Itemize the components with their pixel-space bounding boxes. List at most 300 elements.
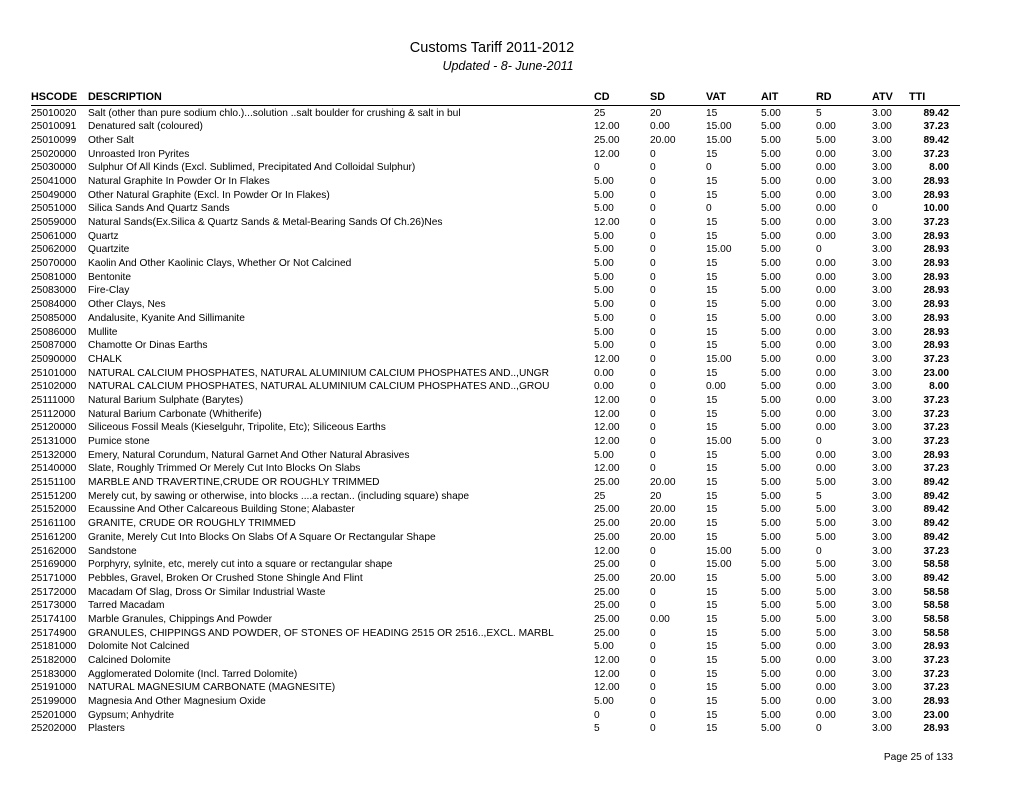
ait-cell: 5.00 [761,203,781,215]
ait-cell: 5.00 [761,175,781,187]
rd-cell: 0 [816,244,822,256]
description-cell: Pumice stone [88,436,150,447]
ait-cell: 5.00 [761,449,781,461]
cd-cell: 5.00 [594,326,614,338]
cd-cell: 5.00 [594,449,614,461]
cd-cell: 12.00 [594,436,620,447]
ait-cell: 5.00 [761,655,781,666]
sd-cell: 0 [650,463,656,475]
description-cell: Natural Barium Sulphate (Barytes) [88,394,244,406]
sd-cell: 20 [650,107,662,119]
cd-cell: 25.00 [594,586,620,598]
sd-cell: 0.00 [650,613,670,625]
hscode-cell: 25087000 [31,340,77,352]
vat-cell: 15 [706,477,718,489]
cd-cell: 0 [594,709,600,721]
description-cell: Sandstone [88,545,137,557]
sd-cell: 20 [650,490,662,502]
ait-cell: 5.00 [761,326,781,338]
rd-cell: 0.00 [816,312,836,324]
sd-cell: 0 [650,271,656,283]
table-row [31,572,960,586]
cd-cell: 5.00 [594,271,614,283]
tti-cell: 37.23 [923,353,949,365]
hscode-cell: 25090000 [31,353,77,365]
cd-cell: 25 [594,107,606,119]
sd-cell: 0 [650,230,656,242]
table-row [31,476,960,490]
ait-cell: 5.00 [761,244,781,256]
atv-cell: 3.00 [872,189,892,201]
description-cell: Gypsum; Anhydrite [88,709,175,721]
vat-cell: 15 [706,613,718,625]
ait-cell: 5.00 [761,477,781,489]
cd-cell: 25.00 [594,627,620,639]
hscode-cell: 25173000 [31,600,77,612]
description-cell: Dolomite Not Calcined [88,641,190,653]
rd-cell: 0.00 [816,217,836,228]
hscode-cell: 25162000 [31,545,77,557]
description-cell: Macadam Of Slag, Dross Or Similar Industrial Waste [88,586,326,598]
tti-cell: 89.42 [923,477,949,489]
tti-cell: 23.00 [923,367,949,379]
table-row [31,722,960,736]
ait-cell: 5.00 [761,641,781,653]
atv-cell: 3.00 [872,326,892,338]
atv-cell: 3.00 [872,572,892,584]
cd-cell: 12.00 [594,217,620,228]
description-cell: Magnesia And Other Magnesium Oxide [88,696,266,708]
sd-cell: 0 [650,381,656,393]
tti-cell: 89.42 [923,504,949,516]
rd-cell: 5.00 [816,134,836,146]
sd-cell: 0 [650,203,656,215]
hscode-cell: 25084000 [31,299,77,311]
description-cell: Ecaussine And Other Calcareous Building Stone; Alabaster [88,504,355,516]
ait-cell: 5.00 [761,531,781,543]
cd-cell: 25.00 [594,518,620,530]
cd-cell: 25.00 [594,531,620,543]
atv-cell: 3.00 [872,518,892,530]
ait-cell: 5.00 [761,121,781,133]
tti-cell: 28.93 [923,258,949,270]
hscode-cell: 25051000 [31,203,77,215]
rd-cell: 0.00 [816,367,836,379]
cd-cell: 12.00 [594,408,620,420]
hscode-cell: 25202000 [31,723,77,735]
tti-cell: 28.93 [923,299,949,311]
description-cell: Emery, Natural Corundum, Natural Garnet And Other Natural Abrasives [88,449,410,461]
sd-cell: 0 [650,449,656,461]
atv-cell: 3.00 [872,162,892,174]
sd-cell: 0 [650,217,656,228]
atv-cell: 3.00 [872,148,892,160]
cd-cell: 5.00 [594,696,614,708]
atv-cell: 3.00 [872,696,892,708]
hscode-cell: 25112000 [31,408,76,420]
ait-cell: 5.00 [761,545,781,557]
tti-cell: 10.00 [923,203,949,215]
description-cell: Bentonite [88,271,132,283]
sd-cell: 0 [650,655,656,666]
ait-cell: 5.00 [761,394,781,406]
table-row [31,449,960,463]
vat-cell: 15 [706,258,718,270]
table-row [31,517,960,531]
hscode-cell: 25174900 [31,627,77,639]
table-header-row [31,90,960,106]
table-row [31,161,960,175]
atv-cell: 3.00 [872,531,892,543]
tti-cell: 28.93 [923,696,949,708]
rd-cell: 0.00 [816,709,836,721]
tti-cell: 37.23 [923,408,949,420]
sd-cell: 0 [650,340,656,352]
rd-cell: 0.00 [816,189,836,201]
vat-cell: 15.00 [706,436,732,447]
cd-cell: 12.00 [594,121,620,133]
atv-cell: 3.00 [872,641,892,653]
sd-cell: 0 [650,641,656,653]
hscode-cell: 25152000 [31,504,77,516]
rd-cell: 0.00 [816,394,836,406]
description-cell: Siliceous Fossil Meals (Kieselguhr, Tripolite, Etc); Siliceous Earths [88,422,386,434]
tti-cell: 37.23 [923,422,949,434]
hscode-cell: 25161200 [31,531,77,543]
hscode-cell: 25059000 [31,217,77,228]
description-cell: Sulphur Of All Kinds (Excl. Sublimed, Precipitated And Colloidal Sulphur) [88,162,416,174]
vat-cell: 15.00 [706,134,732,146]
rd-cell: 0.00 [816,340,836,352]
sd-cell: 0 [650,709,656,721]
description-cell: GRANULES, CHIPPINGS AND POWDER, OF STONES OF HEADING 2515 OR 2516..,EXCL. MARBL [88,627,554,639]
cd-cell: 5.00 [594,244,614,256]
vat-cell: 15 [706,668,718,680]
rd-cell: 5.00 [816,559,836,571]
rd-cell: 5.00 [816,572,836,584]
ait-cell: 5.00 [761,600,781,612]
vat-cell: 15 [706,326,718,338]
table-row [31,148,960,162]
atv-cell: 3.00 [872,422,892,434]
rd-cell: 0.00 [816,203,836,215]
tti-cell: 37.23 [923,463,949,475]
tti-cell: 28.93 [923,189,949,201]
tti-cell: 89.42 [923,134,949,146]
sd-cell: 0 [650,189,656,201]
ait-cell: 5.00 [761,162,781,174]
tti-cell: 89.42 [923,518,949,530]
header-vat: VAT [706,91,726,103]
vat-cell: 15.00 [706,121,732,133]
ait-cell: 5.00 [761,107,781,119]
document-subtitle: Updated - 8- June-2011 [442,59,574,73]
hscode-cell: 25083000 [31,285,77,297]
table-row [31,257,960,271]
tti-cell: 28.93 [923,312,949,324]
tti-cell: 8.00 [929,162,949,174]
table-row [31,298,960,312]
vat-cell: 15 [706,655,718,666]
table-row [31,120,960,134]
vat-cell: 15 [706,490,718,502]
sd-cell: 0 [650,600,656,612]
tti-cell: 28.93 [923,326,949,338]
atv-cell: 3.00 [872,394,892,406]
sd-cell: 20.00 [650,134,676,146]
ait-cell: 5.00 [761,353,781,365]
table-row [31,668,960,682]
sd-cell: 0 [650,559,656,571]
ait-cell: 5.00 [761,271,781,283]
sd-cell: 0 [650,148,656,160]
header-description: DESCRIPTION [88,91,162,103]
rd-cell: 0.00 [816,148,836,160]
sd-cell: 0 [650,162,656,174]
atv-cell: 3.00 [872,107,892,119]
tti-cell: 37.23 [923,121,949,133]
vat-cell: 15 [706,312,718,324]
header-sd: SD [650,91,665,103]
cd-cell: 12.00 [594,394,620,406]
vat-cell: 15.00 [706,353,732,365]
hscode-cell: 25070000 [31,258,77,270]
sd-cell: 0 [650,436,656,447]
rd-cell: 5.00 [816,531,836,543]
cd-cell: 12.00 [594,655,620,666]
description-cell: Tarred Macadam [88,600,165,612]
sd-cell: 0.00 [650,121,670,133]
table-row [31,339,960,353]
hscode-cell: 25010099 [31,134,77,146]
tti-cell: 89.42 [923,107,949,119]
ait-cell: 5.00 [761,258,781,270]
header-hscode: HSCODE [31,91,78,103]
cd-cell: 5.00 [594,175,614,187]
atv-cell: 3.00 [872,545,892,557]
rd-cell: 0.00 [816,353,836,365]
hscode-cell: 25151200 [31,490,77,502]
vat-cell: 15 [706,627,718,639]
tti-cell: 58.58 [923,613,949,625]
ait-cell: 5.00 [761,312,781,324]
atv-cell: 0 [872,203,878,215]
hscode-cell: 25132000 [31,449,77,461]
hscode-cell: 25120000 [31,422,77,434]
table-row [31,545,960,559]
tti-cell: 89.42 [923,531,949,543]
table-row [31,695,960,709]
vat-cell: 0 [706,162,712,174]
ait-cell: 5.00 [761,682,781,694]
sd-cell: 0 [650,586,656,598]
atv-cell: 3.00 [872,353,892,365]
rd-cell: 0.00 [816,258,836,270]
table-row [31,421,960,435]
ait-cell: 5.00 [761,504,781,516]
tti-cell: 58.58 [923,559,949,571]
description-cell: Agglomerated Dolomite (Incl. Tarred Dolomite) [88,668,298,680]
description-cell: Granite, Merely Cut Into Blocks On Slabs Of A Square Or Rectangular Shape [88,531,436,543]
description-cell: Pebbles, Gravel, Broken Or Crushed Stone Shingle And Flint [88,572,363,584]
tti-cell: 28.93 [923,723,949,735]
tti-cell: 28.93 [923,175,949,187]
atv-cell: 3.00 [872,613,892,625]
sd-cell: 0 [650,422,656,434]
table-row [31,558,960,572]
vat-cell: 0.00 [706,381,726,393]
table-row [31,435,960,449]
vat-cell: 15.00 [706,545,732,557]
atv-cell: 3.00 [872,709,892,721]
tti-cell: 37.23 [923,682,949,694]
rd-cell: 5.00 [816,600,836,612]
table-row [31,503,960,517]
ait-cell: 5.00 [761,559,781,571]
tti-cell: 37.23 [923,655,949,666]
atv-cell: 3.00 [872,723,892,735]
description-cell: NATURAL CALCIUM PHOSPHATES, NATURAL ALUMINIUM CALCIUM PHOSPHATES AND..,GROU [88,381,550,393]
tti-cell: 23.00 [923,709,949,721]
rd-cell: 0.00 [816,285,836,297]
description-cell: Natural Sands(Ex.Silica & Quartz Sands & Metal-Bearing Sands Of Ch.26)Nes [88,217,443,228]
ait-cell: 5.00 [761,148,781,160]
cd-cell: 5.00 [594,258,614,270]
hscode-cell: 25172000 [31,586,77,598]
description-cell: CHALK [88,353,122,365]
hscode-cell: 25010091 [31,121,77,133]
table-row [31,326,960,340]
ait-cell: 5.00 [761,518,781,530]
ait-cell: 5.00 [761,134,781,146]
hscode-cell: 25191000 [31,682,77,694]
cd-cell: 5.00 [594,340,614,352]
table-row [31,380,960,394]
sd-cell: 0 [650,285,656,297]
description-cell: NATURAL MAGNESIUM CARBONATE (MAGNESITE) [88,682,336,694]
hscode-cell: 25102000 [31,381,77,393]
rd-cell: 5.00 [816,613,836,625]
sd-cell: 0 [650,394,656,406]
cd-cell: 25.00 [594,134,620,146]
table-row [31,462,960,476]
table-row [31,189,960,203]
sd-cell: 0 [650,723,656,735]
sd-cell: 0 [650,312,656,324]
table-row [31,531,960,545]
rd-cell: 0.00 [816,408,836,420]
ait-cell: 5.00 [761,408,781,420]
cd-cell: 25.00 [594,477,620,489]
vat-cell: 15 [706,340,718,352]
atv-cell: 3.00 [872,230,892,242]
vat-cell: 15 [706,709,718,721]
tti-cell: 37.23 [923,545,949,557]
ait-cell: 5.00 [761,668,781,680]
atv-cell: 3.00 [872,408,892,420]
tti-cell: 37.23 [923,217,949,228]
table-row [31,107,960,121]
rd-cell: 5 [816,490,822,502]
vat-cell: 15 [706,422,718,434]
ait-cell: 5.00 [761,285,781,297]
description-cell: Calcined Dolomite [88,655,171,666]
ait-cell: 5.00 [761,299,781,311]
description-cell: Denatured salt (coloured) [88,121,203,133]
tti-cell: 37.23 [923,394,949,406]
ait-cell: 5.00 [761,586,781,598]
atv-cell: 3.00 [872,463,892,475]
vat-cell: 15 [706,230,718,242]
description-cell: Porphyry, sylnite, etc, merely cut into a square or rectangular shape [88,559,393,571]
description-cell: Natural Barium Carbonate (Whitherife) [88,408,262,420]
vat-cell: 15 [706,189,718,201]
atv-cell: 3.00 [872,436,892,447]
atv-cell: 3.00 [872,682,892,694]
cd-cell: 5.00 [594,203,614,215]
table-row [31,367,960,381]
description-cell: Other Clays, Nes [88,299,166,311]
ait-cell: 5.00 [761,422,781,434]
vat-cell: 15 [706,408,718,420]
description-cell: Salt (other than pure sodium chlo.)...solution ..salt boulder for crushing & salt in bul [88,107,461,119]
rd-cell: 0.00 [816,655,836,666]
atv-cell: 3.00 [872,217,892,228]
ait-cell: 5.00 [761,463,781,475]
atv-cell: 3.00 [872,627,892,639]
description-cell: Quartz [88,230,119,242]
cd-cell: 12.00 [594,463,620,475]
ait-cell: 5.00 [761,572,781,584]
atv-cell: 3.00 [872,312,892,324]
sd-cell: 0 [650,696,656,708]
cd-cell: 5.00 [594,230,614,242]
vat-cell: 15 [706,723,718,735]
rd-cell: 0 [816,436,822,447]
hscode-cell: 25174100 [31,613,77,625]
cd-cell: 12.00 [594,148,620,160]
rd-cell: 0.00 [816,121,836,133]
hscode-cell: 25151100 [31,477,76,489]
vat-cell: 0 [706,203,712,215]
description-cell: Other Natural Graphite (Excl. In Powder Or In Flakes) [88,189,330,201]
sd-cell: 20.00 [650,477,676,489]
rd-cell: 0.00 [816,696,836,708]
page-number: Page 25 of 133 [883,752,953,763]
vat-cell: 15 [706,586,718,598]
hscode-cell: 25030000 [31,162,77,174]
vat-cell: 15 [706,271,718,283]
ait-cell: 5.00 [761,436,781,447]
table-row [31,408,960,422]
rd-cell: 0 [816,723,822,735]
tti-cell: 28.93 [923,340,949,352]
rd-cell: 5.00 [816,518,836,530]
vat-cell: 15 [706,504,718,516]
tti-cell: 8.00 [929,381,949,393]
sd-cell: 0 [650,545,656,557]
hscode-cell: 25086000 [31,326,77,338]
vat-cell: 15 [706,394,718,406]
rd-cell: 0.00 [816,175,836,187]
atv-cell: 3.00 [872,244,892,256]
table-row [31,353,960,367]
rd-cell: 0.00 [816,271,836,283]
sd-cell: 0 [650,258,656,270]
vat-cell: 15 [706,600,718,612]
rd-cell: 0.00 [816,668,836,680]
table-row [31,284,960,298]
